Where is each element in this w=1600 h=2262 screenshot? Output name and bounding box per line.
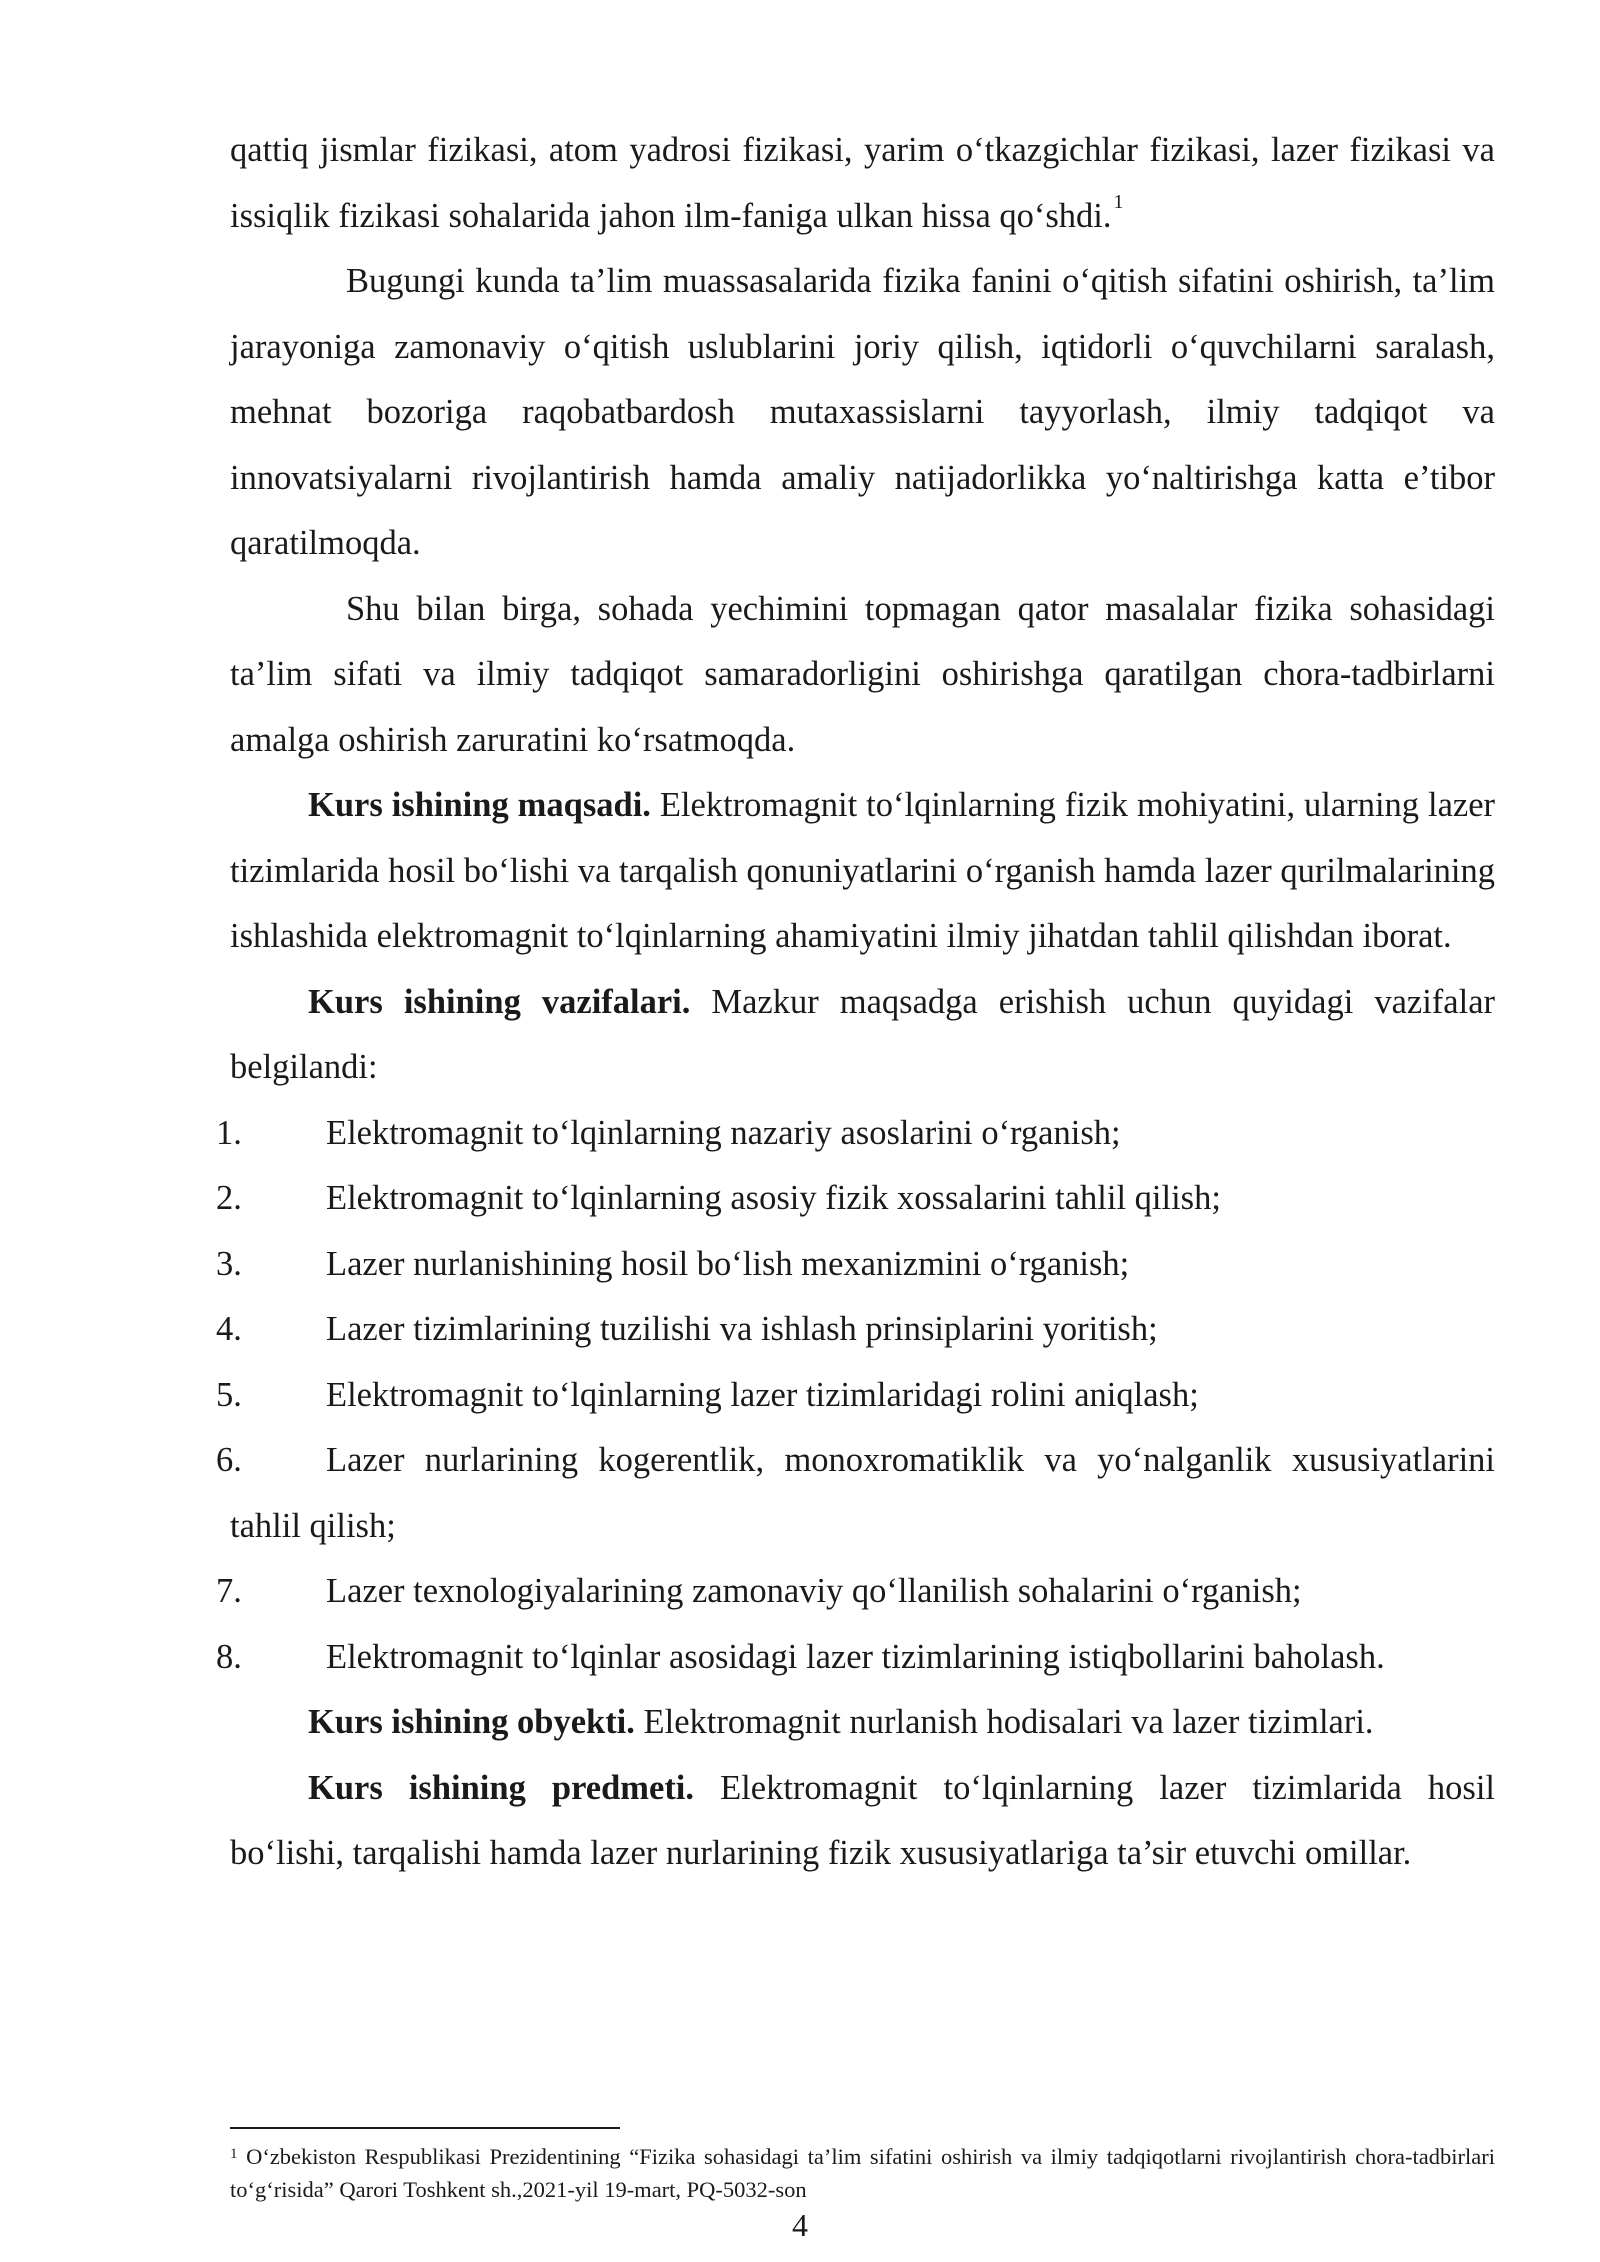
footnote-separator: [230, 2127, 620, 2129]
subject-heading: Kurs ishining predmeti.: [308, 1768, 695, 1807]
task-item: [216, 1101, 1495, 1167]
task-text: Elektromagnit to‘lqinlarning lazer tizimlaridagi rolini aniqlash;: [326, 1375, 1199, 1414]
task-item: [216, 1559, 1495, 1625]
task-number: 4.: [216, 1310, 242, 1348]
task-list: [216, 1101, 1495, 1691]
task-item: [216, 1297, 1495, 1363]
task-item: [216, 1232, 1495, 1298]
task-number: 7.: [216, 1572, 242, 1610]
object-text: Elektromagnit nurlanish hodisalari va lazer tizimlari.: [634, 1703, 1374, 1741]
task-number: 3.: [216, 1244, 242, 1283]
task-text: Lazer tizimlarining tuzilishi va ishlash prinsiplarini yoritish;: [326, 1310, 1158, 1348]
tasks-heading: Kurs ishining vazifalari.: [308, 982, 691, 1021]
task-item: [216, 1166, 1495, 1232]
goal-heading: Kurs ishining maqsadi.: [308, 786, 651, 824]
section-goal: [230, 773, 1495, 970]
task-item: [216, 1428, 1495, 1559]
section-tasks: [230, 970, 1495, 1101]
goal-text: Elektromagnit to‘lqinlarning fizik mohiyatini, ularning lazer tizimlarida hosil bo‘lishi va tarqalish qonuniyatlarini o‘rganish hamda lazer qurilmalarining ishlashida elektromagnit to‘lqinlarning ahamiyatini ilmiy jihatdan tahlil qilishdan iborat.: [230, 786, 1495, 955]
section-object: [230, 1690, 1495, 1756]
task-item: [216, 1625, 1495, 1691]
footnote: [230, 2140, 1495, 2206]
task-number: 2.: [216, 1179, 242, 1217]
task-text: Lazer nurlarining kogerentlik, monoxromatiklik va yo‘nalganlik xususiyatlarini tahlil qilish;: [230, 1441, 1495, 1545]
paragraph-education-quality: Bugungi kunda ta’lim muassasalarida fizika fanini o‘qitish sifatini oshirish, ta’lim jarayoniga zamonaviy o‘qitish uslublarini joriy qilish, iqtidorli o‘quvchilarni saralash, mehnat bozoriga raqobatbardosh mutaxassislarni tayyorlash, ilmiy tadqiqot va innovatsiyalarni rivojlantirish hamda amaliy natijadorlikka yo‘naltirishga katta e’tibor qaratilmoqda.: [230, 262, 1495, 562]
task-number: 1.: [216, 1113, 242, 1152]
task-text: Lazer nurlanishining hosil bo‘lish mexanizmini o‘rganish;: [326, 1244, 1130, 1283]
paragraph-text: qattiq jismlar fizikasi, atom yadrosi fizikasi, yarim o‘tkazgichlar fizikasi, lazer fizikasi va issiqlik fizikasi sohalarida jahon ilm-faniga ulkan hissa qo‘shdi.: [230, 131, 1495, 235]
object-heading: Kurs ishining obyekti.: [308, 1703, 635, 1741]
task-text: Lazer texnologiyalarining zamonaviy qo‘llanilish sohalarini o‘rganish;: [326, 1572, 1302, 1610]
task-text: Elektromagnit to‘lqinlar asosidagi lazer tizimlarining istiqbollarini baholash.: [326, 1637, 1385, 1676]
page-number: 4: [792, 2207, 808, 2243]
footnote-text: O‘zbekiston Respublikasi Prezidentining “Fizika sohasidagi ta’lim sifatini oshirish va ilmiy tadqiqotlarni rivojlantirish chora-tadbirlari to‘g‘risida” Qarori Toshkent sh.,2021-yil 19-mart, PQ-5032-son: [230, 2144, 1495, 2202]
section-subject: [230, 1756, 1495, 1887]
paragraph-intro-continuation: [230, 118, 1495, 249]
footnote-marker: 1: [230, 2146, 238, 2162]
footnote-reference[interactable]: 1: [1113, 190, 1124, 213]
tasks-intro: Mazkur maqsadga erishish uchun quyidagi vazifalar belgilandi:: [230, 982, 1495, 1086]
task-number: 5.: [216, 1375, 242, 1414]
task-number: 6.: [216, 1441, 242, 1479]
subject-text: Elektromagnit to‘lqinlarning lazer tizimlarida hosil bo‘lishi, tarqalishi hamda lazer nurlarining fizik xususiyatlariga ta’sir etuvchi omillar.: [230, 1768, 1495, 1872]
task-item: [216, 1363, 1495, 1429]
task-number: 8.: [216, 1637, 242, 1676]
body-text: [216, 118, 1495, 1887]
task-text: Elektromagnit to‘lqinlarning asosiy fizik xossalarini tahlil qilish;: [326, 1179, 1221, 1217]
paragraph-unsolved-problems: Shu bilan birga, sohada yechimini topmagan qator masalalar fizika sohasidagi ta’lim sifati va ilmiy tadqiqot samaradorligini oshirishga qaratilgan chora-tadbirlarni amalga oshirish zaruratini ko‘rsatmoqda.: [230, 589, 1495, 759]
task-text: Elektromagnit to‘lqinlarning nazariy asoslarini o‘rganish;: [326, 1113, 1121, 1152]
